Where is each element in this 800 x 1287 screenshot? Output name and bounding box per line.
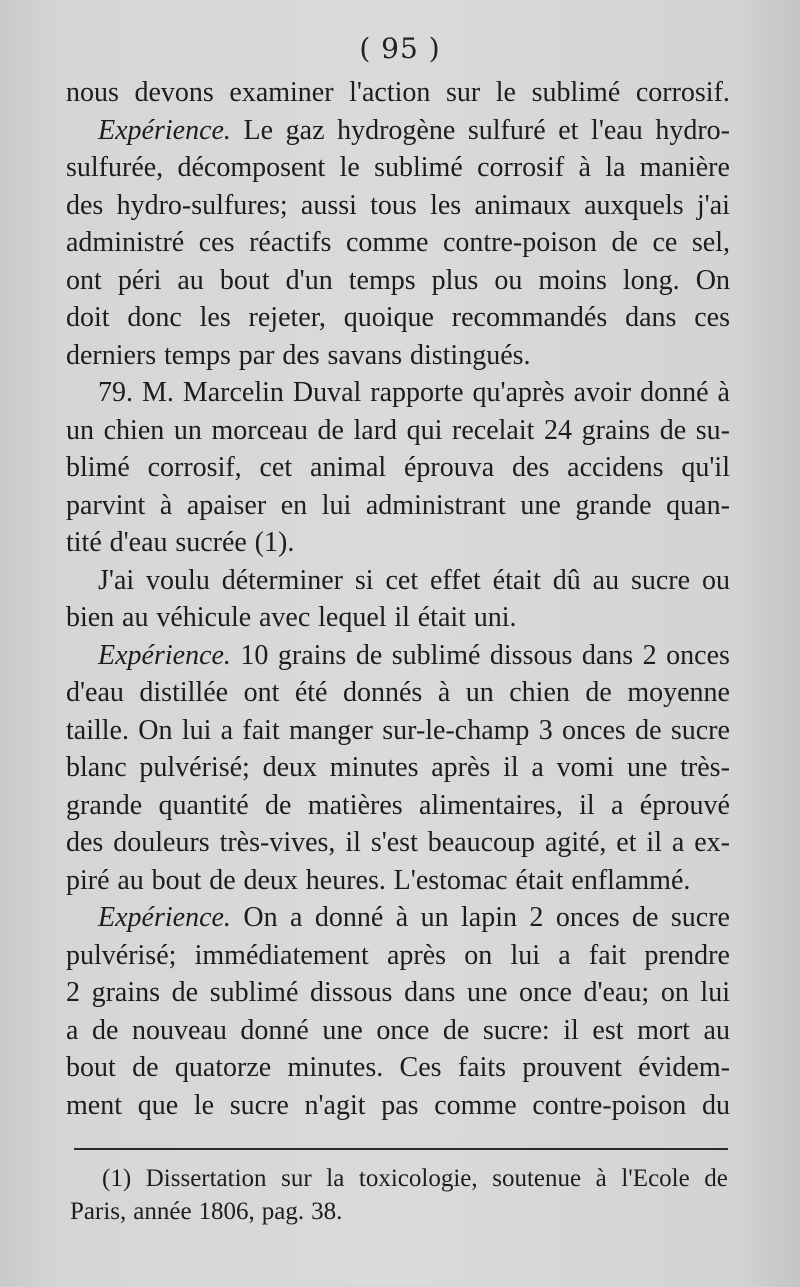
body-text-line: a de nouveau donné une once de sucre: il est mort au [66,1014,730,1046]
footnote-line: (1) Dissertation sur la toxicologie, soutenue à l'Ecole de [102,1165,728,1192]
body-text [66,74,730,1124]
body-text-line: parvint à apaiser en lui administrant une grande quan- [66,489,730,521]
body-text-line: des douleurs très-vives, il s'est beaucoup agité, et il a ex- [66,827,730,858]
body-text-line: doit donc les rejeter, quoique recommandés dans ces [66,302,730,333]
body-text-line: J'ai voulu déterminer si cet effet était dû au sucre ou [98,564,730,596]
body-text-line: tité d'eau sucrée (1). [66,527,295,558]
footnote-divider [74,1148,728,1150]
body-text-line: bout de quatorze minutes. Ces faits prouvent évidem- [66,1052,730,1083]
body-text-line: 79. M. Marcelin Duval rapporte qu'après avoir donné à [98,377,730,408]
body-text-line: administré ces réactifs comme contre-poison de ce sel, [66,227,730,258]
body-text-line: Expérience. Le gaz hydrogène sulfuré et l'eau hydro- [98,114,730,146]
body-text-line: des hydro-sulfures; aussi tous les animaux auxquels j'ai [66,189,730,221]
body-text-line: piré au bout de deux heures. L'estomac était enflammé. [66,864,691,896]
body-text-line: nous devons examiner l'action sur le sublimé corrosif. [66,77,730,108]
footnote-line: Paris, année 1806, pag. 38. [70,1198,343,1225]
body-text-line: Expérience. On a donné à un lapin 2 onces de sucre [98,902,730,933]
body-text-line: sulfurée, décomposent le sublimé corrosif à la manière [66,152,730,183]
body-text-line: derniers temps par des savans distingués. [66,339,531,371]
body-text-line: un chien un morceau de lard qui recelait 24 grains de su- [66,414,730,446]
body-text-line: blimé corrosif, cet animal éprouva des accidens qu'il [66,452,730,483]
body-text-line: pulvérisé; immédiatement après on lui a fait prendre [66,939,730,971]
body-text-line: bien au véhicule avec lequel il était uni. [66,602,517,633]
body-text-line: blanc pulvérisé; deux minutes après il a vomi une très- [66,752,730,783]
body-text-line: 2 grains de sublimé dissous dans une once d'eau; on lui [66,977,730,1008]
body-text-line: grande quantité de matières alimentaires, il a éprouvé [66,789,730,821]
body-text-line: ont péri au bout d'un temps plus ou moins long. On [66,264,730,296]
body-text-line: taille. On lui a fait manger sur-le-champ 3 onces de sucre [66,714,730,746]
footnote [70,1162,728,1228]
page-number: ( 95 ) [359,32,441,65]
body-text-line: d'eau distillée ont été donnés à un chien de moyenne [66,677,730,708]
body-text-line: ment que le sucre n'agit pas comme contre-poison du [66,1089,730,1121]
body-text-line: Expérience. 10 grains de sublimé dissous dans 2 onces [98,639,730,671]
